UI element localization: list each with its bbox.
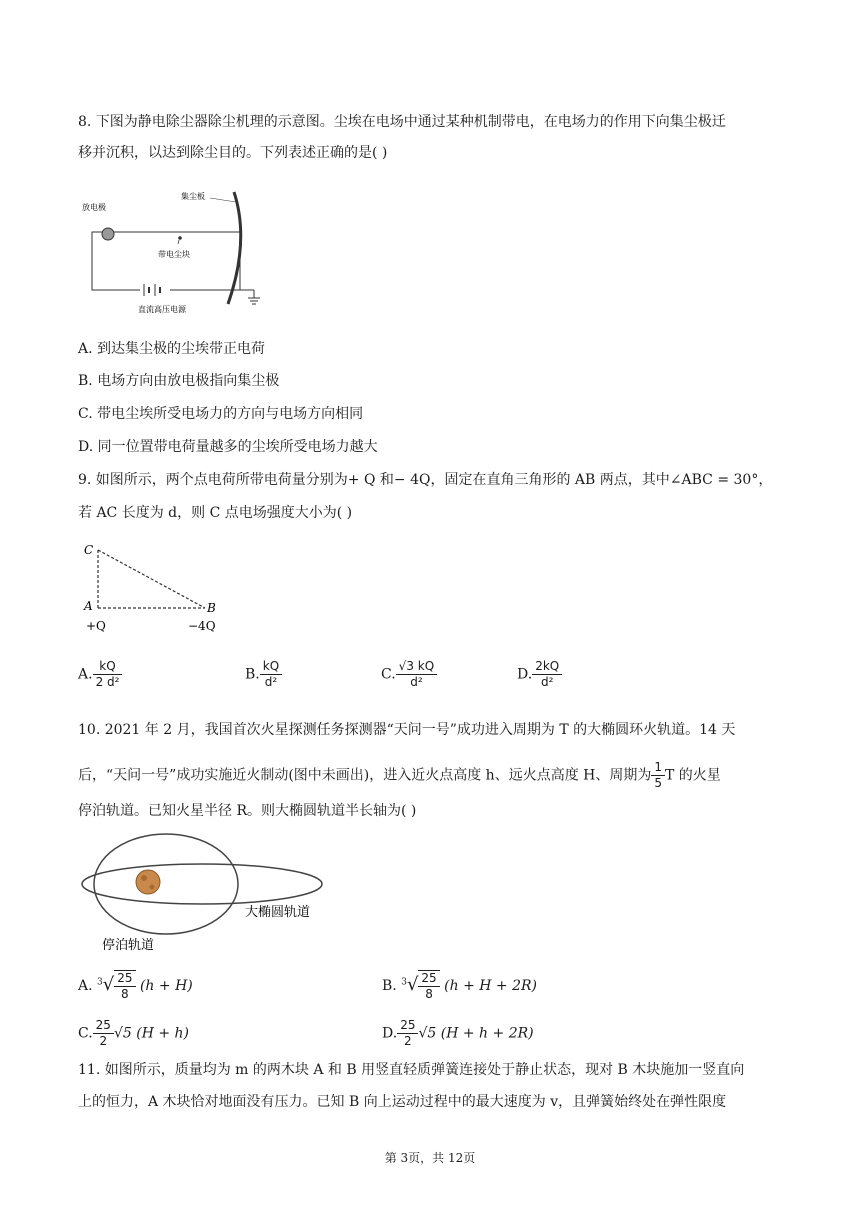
q10-figure: [78, 832, 318, 954]
q8-option-b: B. 电场方向由放电极指向集尘极: [78, 373, 280, 389]
q11-stem-line2: 上的恒力，A 木块恰对地面没有压力。已知 B 向上运动过程中的最大速度为 v，且弹簧始终处在弹性限度: [78, 1094, 727, 1110]
q11-stem-line1: 11. 如图所示，质量均为 m 的两木块 A 和 B 用竖直轻质弹簧连接处于静止状态，现对 B 木块施加一竖直向: [78, 1062, 745, 1078]
side-cb: [98, 550, 205, 608]
q10-option-d: D. $\frac{25}{2}$ √5 (H + h + 2R): [382, 1018, 534, 1048]
big-elliptical-orbit: [82, 864, 322, 904]
label-a: A: [84, 599, 93, 613]
label-dust: 带电尘块: [158, 250, 190, 259]
q8-option-c: C. 带电尘埃所受电场力的方向与电场方向相同: [78, 406, 364, 422]
q10-option-a: A. $^3$√ $\frac{25}{8}$ (h + H): [78, 971, 193, 1001]
q8-option-d: D. 同一位置带电荷量越多的尘埃所受电场力越大: [78, 439, 378, 455]
q8-figure: [78, 186, 268, 316]
label-b: B: [207, 601, 216, 615]
q9-figure: [78, 540, 228, 636]
q9-option-a: A. $\frac{kQ}{\text{2 d²}}$: [78, 659, 122, 690]
q9-option-d: D. $\frac{2kQ}{\text{d²}}$: [517, 659, 562, 690]
circuit-wire: [92, 232, 240, 290]
mars-icon: [136, 870, 160, 894]
q10-option-c: C. $\frac{25}{2}$ √5 (H + h): [78, 1018, 190, 1048]
q9-option-b: B. $\frac{kQ}{\text{d²}}$: [245, 659, 282, 690]
label-discharge-electrode: 放电极: [82, 203, 106, 212]
q9-stem-line1: 9. 如图所示，两个点电荷所带电荷量分别为+ Q 和− 4Q，固定在直角三角形的 AB 两点，其中∠ABC = 30°，: [78, 472, 773, 488]
q9-option-c: C. $\frac{√3 kQ}{\text{d²}}$: [381, 659, 437, 690]
label-charge-a: +Q: [86, 619, 106, 633]
q9-stem-line2: 若 AC 长度为 d，则 C 点电场强度大小为( ): [78, 505, 353, 521]
label-big-orbit: 大椭圆轨道: [245, 905, 311, 920]
dust-particle-icon: [178, 236, 182, 240]
q8-stem-line1: 8. 下图为静电除尘器除尘机理的示意图。尘埃在电场中通过某种机制带电，在电场力的作用下向集尘极迁: [78, 114, 726, 130]
label-collector: 集尘板: [181, 192, 205, 201]
q10-option-b: B. $^3$√ $\frac{25}{8}$ (h + H + 2R): [382, 971, 538, 1001]
label-power: 直流高压电源: [138, 305, 186, 314]
label-c: C: [84, 543, 94, 557]
page-footer: 第 3页，共 12页: [384, 1151, 476, 1165]
q10-stem-line3: 停泊轨道。已知火星半径 R。则大椭圆轨道半长轴为( ): [78, 803, 417, 819]
label-parking-orbit: 停泊轨道: [102, 938, 155, 953]
label-charge-b: −4Q: [188, 619, 216, 633]
q10-stem-line1: 10. 2021 年 2 月，我国首次火星探测任务探测器“天问一号”成功进入周期为 T 的大椭圆环火轨道。14 天: [78, 722, 736, 738]
q8-option-a: A. 到达集尘极的尘埃带正电荷: [78, 341, 266, 357]
collector-plate-icon: [228, 192, 241, 304]
q10-stem-line2: 后，“天问一号”成功实施近火制动(图中未画出)，进入近火点高度 h、远火点高度 H、周期为 $\frac{1}{5}$ T 的火星: [78, 760, 721, 790]
discharge-electrode-icon: [102, 228, 114, 240]
q8-stem-line2: 移并沉积，以达到除尘目的。下列表述正确的是( ): [78, 145, 388, 161]
parking-orbit: [94, 834, 238, 934]
